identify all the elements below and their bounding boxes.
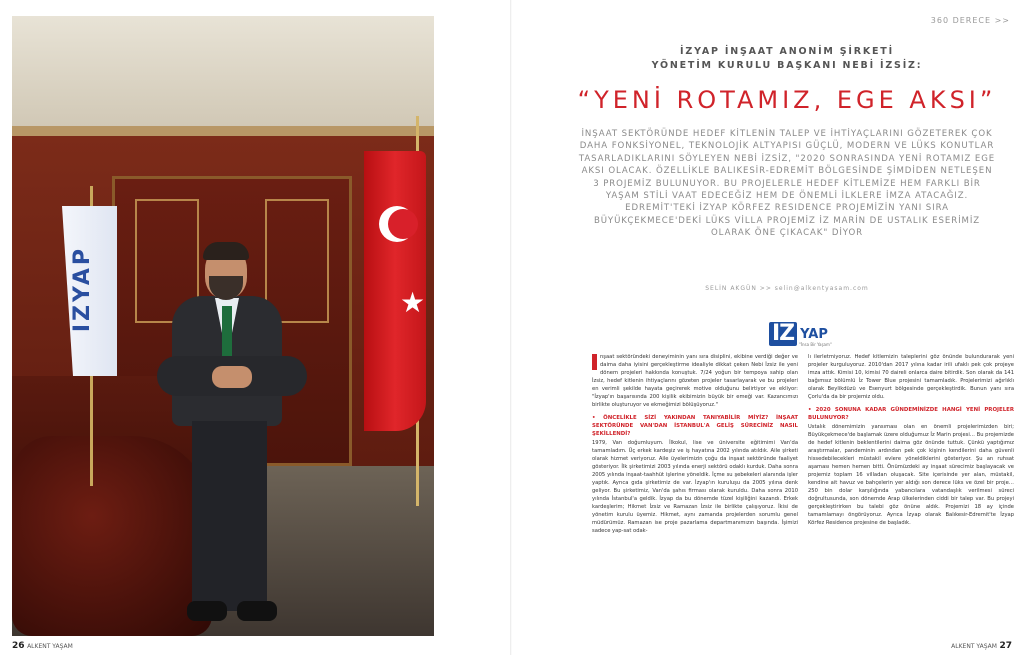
article-column-2 — [808, 353, 1014, 527]
trousers — [192, 421, 267, 611]
headline: “YENİ ROTAMIZ, EGE AKSI” — [577, 86, 997, 114]
hands — [212, 366, 252, 388]
logo-tagline: "İnsa Bir Yaşam" — [799, 342, 832, 347]
section-tag: 360 DERECE >> — [930, 16, 1010, 25]
crescent-cut — [388, 209, 418, 239]
left-page-number: 26 — [12, 641, 25, 651]
portrait-photo — [12, 16, 434, 636]
right-page-footer — [951, 641, 1012, 651]
article-column-1 — [592, 353, 798, 535]
question-2: • 2020 SONUNA KADAR GÜNDEMİNİZDE HANGİ YENİ PROJELER BULUNUYOR? — [808, 407, 1014, 422]
left-page-footer — [12, 641, 73, 651]
shoe — [237, 601, 277, 621]
right-page — [512, 0, 1024, 655]
logo-yap: YAP — [800, 326, 828, 342]
person-figure — [157, 246, 307, 626]
kicker-line-1: İZYAP İNŞAAT ANONİM ŞİRKETİ — [680, 46, 894, 57]
drop-cap — [592, 354, 597, 370]
izyap-logo — [769, 318, 832, 350]
answer-2: Ustalık dönemimizin yansıması olan en önemli projelerimizden biri; Büyükçekmece'de başlamak üzere olduğumuz İz Marin projesi… Bu projemizde de hedef kitlenin beklentilerini daima göz önünde tuttuk. Çünkü yaptığımız araştırmalar, pandeminin ardından pek çok kişinin kendilerini daha güvenli hissedebilecekleri müstakil evlere yöneldiklerini gösteriyor. Şu an ruhsat aşaması hemen hemen bitti. Önümüzdeki ay inşaat sürecimiz başlayacak ve projemiz toplam 16 villadan oluşacak. Site içerisinde yer alan, müstakil, kendine ait havuz ve bahçelerin yer aldığı son derece lüks ve özel bir proje… 250 bin dolar karşılığında yabancılara vatandaşlık verilmesi süreci doğrultusunda, son dönemde Arap ülkelerinden ciddi bir talep var. Bu projeyi gerçekleştirirken bu talebi göz önüne aldık. Projemizi 18 ay içinde tamamlamayı öngörüyoruz. Ayrıca İzyap olarak Balıkesir-Edremit'te İzyap Körfez Residence projesine de başladık. — [808, 423, 1014, 527]
byline: SELİN AKGÜN >> selin@alkentyasam.com — [705, 285, 869, 292]
kicker-line-2: YÖNETİM KURULU BAŞKANI NEBİ İZSİZ: — [651, 60, 923, 71]
ceiling — [12, 16, 434, 136]
question-1: • ÖNCELİKLE SİZİ YAKINDAN TANIYABİLİR MİYİZ? İNŞAAT SEKTÖRÜNDE VAN'DAN İSTANBUL'A GELİŞ SÜRECİNİZ NASIL ŞEKİLLENDİ? — [592, 415, 798, 437]
star-icon: ★ — [400, 286, 426, 319]
answer-1: 1979, Van doğumluyum. İlkokul, lise ve üniversite eğitimimi Van'da tamamladım. Üç erkek kardeşiz ve iş hayatına 2002 yılında atıldık. Aile şirketi olarak hizmet veriyoruz. Aile üyelerimizin çoğu da inşaat sektöründe faaliyet gösteriyor. İlk şirketimizi 2003 yılında enerji sektörü odaklı kurduk. Daha sonra 2005 yılında inşaat-taahhüt işlerine yöneldik. İçme su şebekeleri alanında işler yaptık. Ayrıca gıda şirketimiz de var. İzyap'ın kuruluşu da 2005 yılına denk geliyor. Bu şirketimiz, Van'da şahıs firması olarak kuruldu. Daha sonra 2010 yılında İstanbul'a geldik. İzyap da bu dönemde tüzel kişiliğini kazandı. Erkek kardeşlerim; Hikmet İzsiz ve Ramazan İzsiz ile birlikte çalışıyoruz. İkisi de yönetim kurulu üyemiz. Hikmet, aynı zamanda projelerden sorumlu genel müdürümüz. Ramazan ise proje pazarlama departmanımızın başında. İşimizi sadece yap-sat odak- — [592, 439, 798, 535]
right-page-number: 27 — [999, 641, 1012, 651]
column-2-paragraph: lı ilerletmiyoruz. Hedef kitlemizin taleplerini göz önünde bulundurarak yeni projeler kurguluyoruz. 2010'dan 2017 yılına kadar irili ufaklı pek çok projeye imza attık. Kimisi 10, kimisi 70 daireli onlarca daire bitirdik. Son olarak da 141 bağımsız bölümlü İz Tower Blue projesini tamamladık. Projelerimizi ağırlıklı olarak Beylikdüzü ve Esenyurt bölgesinde gerçekleştirdik. Bunun yanı sıra Çorlu'da da bir projemiz oldu. — [808, 354, 1014, 401]
logo-iz: İZ — [769, 322, 797, 346]
left-magazine-name: ALKENT YAŞAM — [27, 643, 73, 650]
intro-paragraph: nşaat sektöründeki deneyiminin yanı sıra disiplini, ekibine verdiği değer ve daima daha iyisini gerçekleştirme idealiyle dikkat çeken Nebi İzsiz ile yeni dönem projeleri hakkında konuştuk. 7/24 yoğun bir tempoya sahip olan İzsiz, hedef kitlenin ihtiyaçlarını gözeten projeler tasarlayarak ve bu projeleri en verimli şekilde hayata geçirerek motive olduğunu belirtiyor ve ekliyor: "İzyap'ın başarısında 200 kişilik ekibimizin büyük bir emeği var. Kazancımızı birlikte oluşturuyor ve ekmeğimizi bölüşüyoruz." — [592, 354, 798, 409]
shoe — [187, 601, 227, 621]
right-magazine-name: ALKENT YAŞAM — [951, 643, 997, 650]
deck-text: İNŞAAT SEKTÖRÜNDE HEDEF KİTLENİN TALEP VE İHTİYAÇLARINI GÖZETEREK ÇOK DAHA FONKSİYONEL, TEKNOLOJİK ALTYAPISI GÜÇLÜ, MODERN VE LÜKS KONUTLAR TASARLADIKLARINI SÖYLEYEN NEBİ İZSİZ, "2020 SONRASINDA YENİ ROTAMIZ EGE AKSI OLACAK. ÖZELLİKLE BALIKESİR-EDREMİT BÖLGESİNDE ŞİMDİDEN NETLEŞEN 3 PROJEMİZ BULUNUYOR. BU PROJELERLE HEDEF KİTLEMİZE HEM FARKLI BİR YAŞAM STİLİ VAAT EDECEĞİZ HEM DE ÖNEMLİ İLKLERE İMZA ATACAĞIZ. EDREMİT'TEKİ İZYAP KÖRFEZ RESIDENCE PROJEMİZİN YANI SIRA BÜYÜKÇEKMECE'DEKİ LÜKS VİLLA PROJEMİZ İZ MARİN DE USTALIK ESERİMİZ OLARAK ÖNE ÇIKACAK" DİYOR — [578, 129, 996, 239]
hair — [203, 242, 249, 260]
company-flag-logo-icon: IZYAP — [70, 246, 95, 333]
